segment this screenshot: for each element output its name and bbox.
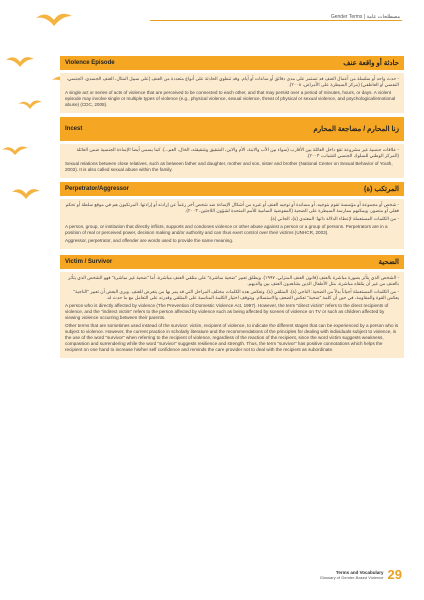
header-title-ar: مصطلحات عامة	[366, 14, 400, 20]
definition-paragraph-ar: - من الكلمات المستعملة أحياناً بدلاً من الضحية: الناجي (ة)، المتلقي (ة). وتعكس هذه الكلمات مختلف المراحل التي قد يمر بها من يتعرض للعنف. ويرى البعض أن تعبير "الناجية" يعكس القوة والمقاومة، في حين أن كلمة "ضحية" تعكس الضعف والاستسلام. ويتوقف اختيار الكلمة المناسبة على المتلقي وقدرته على التعامل مع ما حدث له.	[73, 289, 399, 300]
term-section	[60, 182, 404, 249]
definition-paragraph-en: Other terms that are sometimes used instead of the survivor: victim, recipient of violence, to indicate the different stages that can be experienced by a person who is subject to violence. However, the current practice in scholarly literature and the recommendations of the principles for dealing with individuals subject to violence, is the use of the word "survivor" when referring to the recipient of violence, regardless of the reaction of the recipient, since the word victim suggests weakness, compassion and surrendering while the word "survivor" suggests resilience and strength. Thus, the term "survivor" has positive connotations which helps the recipient on one hand to increase his/her self confidence and reminds the care provider not to deal with the recipient as subordinate.	[65, 323, 399, 352]
definition-paragraph-ar: - الشخص الذي يتأثر بصورة مباشرة بالعنف (قانون العنف المنزلي، ١٩٩٧). ويطلق تعبير "ضحية مباشرة" على متلقي العنف مباشرة، أما "ضحية غير مباشرة" فهو الشخص الذي يتأثر بالعنف من غير أن يتلقاه مباشرة، مثل الأطفال الذين يشاهدون العنف بين والديهم.	[68, 275, 399, 286]
definition-paragraph-en: A single act or series of acts of violence that are perceived to be connected to each other, and that may persist over a period of minutes, hours, or days. A violent episode may involve single or multiple types of violence (e.g., physical violence, sexual violence, threat of physical or sexual violence, and psychological/emotional abuse) (CDC, 2008).	[65, 90, 396, 107]
term-definition-box	[60, 144, 404, 178]
term-section	[60, 117, 404, 178]
term-title-ar: الضحية	[378, 259, 399, 266]
definition-paragraph-en: A person who is directly affected by violence (The Prevention of Domestic Violence Act, 1997). However, the term "direct victim" refers to the direct recipients of violence, and the "indirect victim" refers to the person affected by violence such as being affected by scenes of violence on TV or such as children affected by viewing violence occurring between their parents.	[65, 303, 389, 320]
definition-paragraph-en: A person, group, or institution that directly inflicts, supports and condones violence or other abuse against a person or a group of persons. Perpetrators are in a position of real or perceived power, decision making and/or authority and can thus exert control over their victims (UNHCR, 2003).	[65, 224, 388, 235]
term-title-en: Violence Episode	[65, 60, 115, 66]
term-heading-bar	[60, 182, 404, 196]
definition-paragraph-ar: - علاقات جنسية غير مشروعة تقع داخل العائلة بين الأقارب (سواء بين الأب والابنة، الأم والابن، الشقيق وشقيقته، الخال، العم...). كما يسمى أيضا الإساءة الجنسية ضمن العائلة (المركز الوطني للسلوك الجنسي للشباب، ٢٠٠٣).	[76, 147, 399, 158]
page-footer	[320, 567, 402, 582]
term-section	[60, 255, 404, 358]
header-title-en: Gender Terms |	[330, 14, 366, 20]
bird-icon	[18, 101, 42, 109]
term-title-ar: زنا المحارم / مضاجعة المحارم	[313, 125, 399, 133]
definition-paragraph-en: Sexual relations between close relatives, such as between father and daughter, mother and son, sister and brother (National Center on Sexual Behavior of Youth, 2003). It is also called sexual abuse within the family.	[65, 161, 393, 172]
bird-icon	[12, 189, 40, 199]
bird-icon	[2, 147, 28, 155]
definition-paragraph-ar: - شخص أو مجموعة أو مؤسسة تقوم بتوجيه، أو مساندة أو توجيه العنف أو غيره من أشكال الإساءة ضد شخص آخر رغماً عن إرادته أو إرادتها. المرتكبون هم في موقع سلطة أو تحكم فعلي أو متصور، ويمكنهم ممارسة السيطرة على الضحية (المفوضية السامية للأمم المتحدة لشؤون اللاجئين، ٢٠٠٣).	[65, 202, 399, 213]
term-title-ar: المرتكب (ة)	[364, 186, 399, 193]
glossary-content	[60, 56, 404, 362]
term-title-en: Incest	[65, 126, 83, 132]
definition-paragraph-en: Aggressor, perpetrator, and offender are words used to provide the same meaning.	[65, 238, 234, 243]
term-definition-box	[60, 73, 404, 113]
term-definition-box	[60, 272, 404, 358]
header-rule	[150, 20, 402, 21]
definition-paragraph-ar: - من الكلمات المستعملة لإعطاء الدلالة ذاتها: المعتدي (ة)، الجاني (ة).	[269, 216, 399, 221]
term-definition-box	[60, 199, 404, 249]
page-number: 29	[387, 567, 402, 582]
footer-book-title: Glossary of Gender-Based Violence	[319, 574, 384, 580]
term-title-ar: حادثة أو واقعة عنف	[343, 60, 399, 67]
term-heading-bar	[60, 56, 404, 70]
bird-icon	[36, 14, 72, 26]
term-section	[60, 56, 404, 113]
term-heading-bar	[60, 255, 404, 269]
term-title-en: Perpetrator/Aggressor	[65, 186, 130, 192]
bird-icon	[6, 57, 34, 67]
term-title-en: Victim / Survivor	[65, 259, 113, 265]
definition-paragraph-ar: - حدث واحد أو سلسلة من أعمال العنف قد تستمر على مدى دقائق أو ساعات أو أيام. وقد تنطوي الحادثة على أنواع متعددة من العنف (على سبيل المثال، العنف الجسدي، الجنسي، النفسي أو العاطفي) (مركز السيطرة على الأمراض، ٢٠٠٨).	[66, 76, 399, 87]
term-heading-bar	[60, 117, 404, 141]
footer-section-title: Terms and Vocabulary	[335, 569, 384, 575]
